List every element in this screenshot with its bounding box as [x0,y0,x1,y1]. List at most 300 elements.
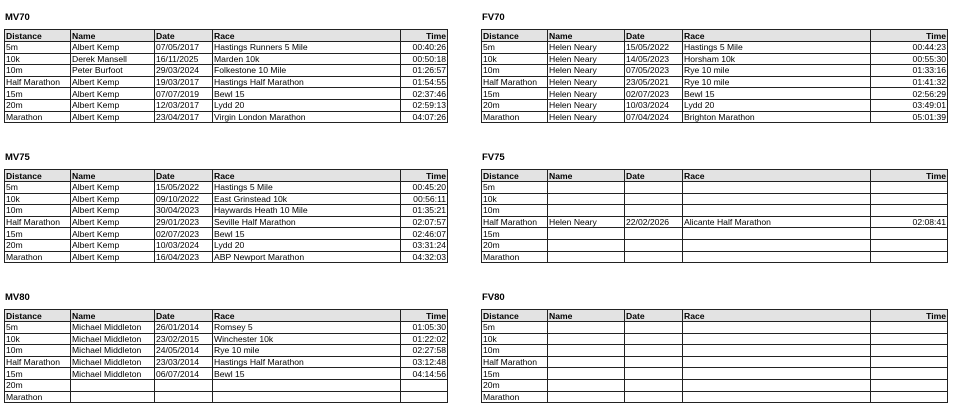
cell-name [548,333,625,345]
table-row [5,368,448,380]
cell-date [625,193,683,205]
cell-time: 00:50:18 [401,53,448,65]
cell-time: 00:56:11 [401,193,448,205]
cell-distance: Marathon [482,391,548,403]
column-header-race: Race [213,170,401,182]
cell-name [71,391,155,403]
column-header-time: Time [401,30,448,42]
column-header-race: Race [683,30,871,42]
cell-time: 01:22:02 [401,333,448,345]
cell-date [625,391,683,403]
table-row [5,111,448,123]
cell-time [871,379,948,391]
table-row [5,53,448,65]
cell-time [871,368,948,380]
cell-distance: Half Marathon [5,356,71,368]
cell-distance: Half Marathon [5,76,71,88]
cell-time [401,379,448,391]
column-header-name: Name [548,30,625,42]
table-title: MV70 [5,12,30,23]
cell-race: Hastings Half Marathon [213,76,401,88]
cell-race: Hastings Half Marathon [213,356,401,368]
cell-date [625,322,683,334]
cell-date: 10/03/2024 [625,99,683,111]
cell-name: Albert Kemp [71,239,155,251]
records-table [481,309,948,403]
cell-time [871,391,948,403]
column-header-date: Date [625,310,683,322]
cell-name: Michael Middleton [71,333,155,345]
cell-distance: 10m [482,345,548,357]
cell-distance: 10k [482,53,548,65]
cell-race [683,379,871,391]
table-title: FV75 [482,152,505,163]
header-row [5,170,448,182]
cell-distance: 10k [5,333,71,345]
table-row [5,99,448,111]
cell-race: Lydd 20 [213,99,401,111]
cell-race: Bewl 15 [213,368,401,380]
cell-date: 14/05/2023 [625,53,683,65]
cell-distance: Marathon [5,111,71,123]
cell-name: Helen Neary [548,99,625,111]
cell-name: Albert Kemp [71,111,155,123]
table-row [5,391,448,403]
cell-time [871,239,948,251]
column-header-distance: Distance [5,310,71,322]
cell-date: 07/04/2024 [625,111,683,123]
column-header-date: Date [625,170,683,182]
cell-date [625,182,683,194]
column-header-race: Race [683,170,871,182]
table-row [5,322,448,334]
cell-distance: Marathon [482,111,548,123]
cell-name: Albert Kemp [71,99,155,111]
cell-date: 29/01/2023 [155,216,213,228]
cell-time [871,228,948,240]
cell-name: Helen Neary [548,76,625,88]
cell-date: 22/02/2026 [625,216,683,228]
cell-name: Albert Kemp [71,42,155,54]
cell-distance: Marathon [5,391,71,403]
cell-date: 30/04/2023 [155,205,213,217]
table-row [482,216,948,228]
table-row [5,379,448,391]
table-title: FV70 [482,12,505,23]
column-header-name: Name [548,170,625,182]
cell-distance: 10k [482,193,548,205]
cell-race: Rye 10 mile [683,65,871,77]
cell-name [71,379,155,391]
table-row [5,356,448,368]
cell-race [683,182,871,194]
cell-race [683,205,871,217]
cell-time: 04:07:26 [401,111,448,123]
cell-name: Michael Middleton [71,368,155,380]
table-row [5,193,448,205]
cell-date: 26/01/2014 [155,322,213,334]
cell-race: Horsham 10k [683,53,871,65]
table-row [482,251,948,263]
cell-date [155,379,213,391]
table-title: FV80 [482,292,505,303]
cell-distance: 15m [482,88,548,100]
cell-name: Michael Middleton [71,356,155,368]
cell-name [548,239,625,251]
cell-distance: Marathon [482,251,548,263]
cell-time: 01:35:21 [401,205,448,217]
cell-date: 02/07/2023 [625,88,683,100]
cell-race: Marden 10k [213,53,401,65]
column-header-time: Time [871,30,948,42]
cell-distance: 10m [482,65,548,77]
cell-distance: Half Marathon [482,76,548,88]
cell-race: Hastings 5 Mile [683,42,871,54]
column-header-name: Name [71,170,155,182]
cell-date: 12/03/2017 [155,99,213,111]
cell-distance: Marathon [5,251,71,263]
header-row [482,170,948,182]
cell-date [625,205,683,217]
cell-time: 02:08:41 [871,216,948,228]
column-header-time: Time [401,170,448,182]
cell-date: 15/05/2022 [625,42,683,54]
records-table [481,29,948,123]
cell-name: Derek Mansell [71,53,155,65]
cell-time: 02:56:29 [871,88,948,100]
cell-date [155,391,213,403]
cell-time: 00:40:26 [401,42,448,54]
cell-time: 03:49:01 [871,99,948,111]
records-table [4,29,448,123]
cell-name: Peter Burfoot [71,65,155,77]
table-row [482,111,948,123]
cell-time: 03:31:24 [401,239,448,251]
cell-distance: 20m [482,99,548,111]
table-row [482,391,948,403]
column-header-name: Name [71,310,155,322]
table-row [5,42,448,54]
cell-distance: 20m [482,239,548,251]
cell-distance: 20m [5,99,71,111]
header-row [5,310,448,322]
table-row [482,193,948,205]
cell-date: 07/05/2017 [155,42,213,54]
cell-date: 23/04/2017 [155,111,213,123]
cell-name: Albert Kemp [71,76,155,88]
cell-distance: 5m [482,182,548,194]
cell-time [871,333,948,345]
cell-race [683,228,871,240]
cell-time [871,193,948,205]
table-row [5,333,448,345]
cell-distance: 15m [482,228,548,240]
cell-name: Helen Neary [548,53,625,65]
cell-time [401,391,448,403]
cell-name [548,345,625,357]
table-row [482,333,948,345]
cell-race [683,345,871,357]
cell-date [625,368,683,380]
cell-distance: 10m [5,65,71,77]
cell-distance: 10k [5,193,71,205]
cell-date: 19/03/2017 [155,76,213,88]
cell-race: Bewl 15 [213,88,401,100]
table-row [482,88,948,100]
column-header-date: Date [155,170,213,182]
cell-race [683,193,871,205]
cell-race [683,251,871,263]
cell-race [683,333,871,345]
cell-date [625,333,683,345]
cell-race: Brighton Marathon [683,111,871,123]
cell-race: Alicante Half Marathon [683,216,871,228]
table-row [482,239,948,251]
column-header-time: Time [401,310,448,322]
cell-time: 02:46:07 [401,228,448,240]
cell-race: ABP Newport Marathon [213,251,401,263]
cell-race [683,322,871,334]
cell-name: Helen Neary [548,42,625,54]
table-row [5,205,448,217]
cell-name [548,368,625,380]
cell-time [871,251,948,263]
table-row [482,379,948,391]
cell-time: 01:33:16 [871,65,948,77]
cell-race [683,391,871,403]
cell-distance: 20m [5,239,71,251]
cell-race [213,379,401,391]
cell-race: Seville Half Marathon [213,216,401,228]
table-row [482,65,948,77]
cell-distance: 5m [482,322,548,334]
header-row [5,30,448,42]
cell-date [625,251,683,263]
cell-date: 16/11/2025 [155,53,213,65]
cell-time: 04:32:03 [401,251,448,263]
records-table [4,169,448,263]
table-row [482,205,948,217]
cell-time: 02:27:58 [401,345,448,357]
cell-time: 04:14:56 [401,368,448,380]
header-row [482,310,948,322]
table-row [5,88,448,100]
cell-race [683,368,871,380]
cell-distance: 5m [5,42,71,54]
cell-name: Helen Neary [548,216,625,228]
cell-name: Albert Kemp [71,216,155,228]
cell-distance: 5m [5,182,71,194]
cell-time: 05:01:39 [871,111,948,123]
cell-time: 01:26:57 [401,65,448,77]
column-header-date: Date [155,30,213,42]
cell-date [625,228,683,240]
cell-name: Albert Kemp [71,88,155,100]
table-row [482,42,948,54]
column-header-time: Time [871,310,948,322]
cell-time [871,182,948,194]
cell-time: 01:05:30 [401,322,448,334]
column-header-distance: Distance [482,30,548,42]
cell-date: 07/07/2019 [155,88,213,100]
cell-race: Hastings Runners 5 Mile [213,42,401,54]
cell-name [548,205,625,217]
cell-distance: Half Marathon [5,216,71,228]
table-row [482,182,948,194]
table-title: MV75 [5,152,30,163]
cell-name: Albert Kemp [71,205,155,217]
column-header-date: Date [155,310,213,322]
cell-name: Michael Middleton [71,345,155,357]
column-header-name: Name [548,310,625,322]
cell-name: Michael Middleton [71,322,155,334]
cell-race: Bewl 15 [213,228,401,240]
records-table [481,169,948,263]
column-header-distance: Distance [482,170,548,182]
cell-race: Virgin London Marathon [213,111,401,123]
table-row [5,239,448,251]
cell-race: East Grinstead 10k [213,193,401,205]
cell-distance: 20m [482,379,548,391]
cell-distance: 10k [482,333,548,345]
cell-time: 03:12:48 [401,356,448,368]
cell-distance: 5m [5,322,71,334]
column-header-race: Race [213,30,401,42]
cell-date: 23/03/2014 [155,356,213,368]
cell-name [548,182,625,194]
column-header-date: Date [625,30,683,42]
cell-race: Winchester 10k [213,333,401,345]
cell-time: 00:44:23 [871,42,948,54]
column-header-distance: Distance [5,30,71,42]
cell-time [871,322,948,334]
cell-date: 16/04/2023 [155,251,213,263]
cell-date: 07/05/2023 [625,65,683,77]
column-header-time: Time [871,170,948,182]
cell-time [871,205,948,217]
cell-name [548,379,625,391]
cell-date: 23/05/2021 [625,76,683,88]
cell-time: 02:07:57 [401,216,448,228]
cell-race [683,356,871,368]
cell-name [548,251,625,263]
cell-time: 00:45:20 [401,182,448,194]
cell-time [871,356,948,368]
cell-distance: 10m [5,205,71,217]
table-row [5,65,448,77]
column-header-name: Name [71,30,155,42]
column-header-race: Race [683,310,871,322]
cell-time: 01:41:32 [871,76,948,88]
cell-race: Lydd 20 [213,239,401,251]
cell-name: Helen Neary [548,88,625,100]
cell-time [871,345,948,357]
cell-date: 29/03/2024 [155,65,213,77]
table-row [482,76,948,88]
cell-date: 06/07/2014 [155,368,213,380]
cell-distance: Half Marathon [482,216,548,228]
cell-date: 15/05/2022 [155,182,213,194]
table-title: MV80 [5,292,30,303]
records-table [4,309,448,403]
column-header-distance: Distance [5,170,71,182]
column-header-race: Race [213,310,401,322]
cell-date [625,356,683,368]
table-row [5,182,448,194]
cell-race: Romsey 5 [213,322,401,334]
table-row [482,368,948,380]
cell-distance: 5m [482,42,548,54]
cell-date: 23/02/2015 [155,333,213,345]
table-row [5,76,448,88]
cell-date [625,239,683,251]
cell-race [683,239,871,251]
table-row [482,345,948,357]
cell-name [548,391,625,403]
cell-distance: 10m [5,345,71,357]
table-row [482,356,948,368]
cell-race [213,391,401,403]
table-row [482,322,948,334]
cell-distance: 15m [5,88,71,100]
cell-time: 02:37:46 [401,88,448,100]
cell-time: 00:55:30 [871,53,948,65]
cell-race: Rye 10 mile [213,345,401,357]
cell-name [548,193,625,205]
cell-name: Albert Kemp [71,182,155,194]
cell-race: Hastings 5 Mile [213,182,401,194]
cell-date: 02/07/2023 [155,228,213,240]
table-row [482,99,948,111]
cell-race: Haywards Heath 10 Mile [213,205,401,217]
cell-date: 24/05/2014 [155,345,213,357]
cell-name: Albert Kemp [71,228,155,240]
cell-date: 09/10/2022 [155,193,213,205]
cell-date [625,345,683,357]
cell-date [625,379,683,391]
table-row [482,228,948,240]
table-row [5,216,448,228]
column-header-distance: Distance [482,310,548,322]
cell-race: Rye 10 mile [683,76,871,88]
cell-distance: 15m [482,368,548,380]
cell-name: Helen Neary [548,65,625,77]
header-row [482,30,948,42]
cell-name [548,356,625,368]
cell-date: 10/03/2024 [155,239,213,251]
table-row [5,251,448,263]
cell-distance: Half Marathon [482,356,548,368]
cell-name: Helen Neary [548,111,625,123]
table-row [5,228,448,240]
cell-race: Bewl 15 [683,88,871,100]
cell-race: Lydd 20 [683,99,871,111]
cell-distance: 10k [5,53,71,65]
cell-time: 02:59:13 [401,99,448,111]
cell-name [548,228,625,240]
cell-name [548,322,625,334]
cell-name: Albert Kemp [71,251,155,263]
cell-time: 01:54:55 [401,76,448,88]
cell-distance: 15m [5,228,71,240]
table-row [5,345,448,357]
cell-distance: 15m [5,368,71,380]
cell-race: Folkestone 10 Mile [213,65,401,77]
cell-distance: 10m [482,205,548,217]
cell-name: Albert Kemp [71,193,155,205]
cell-distance: 20m [5,379,71,391]
table-row [482,53,948,65]
